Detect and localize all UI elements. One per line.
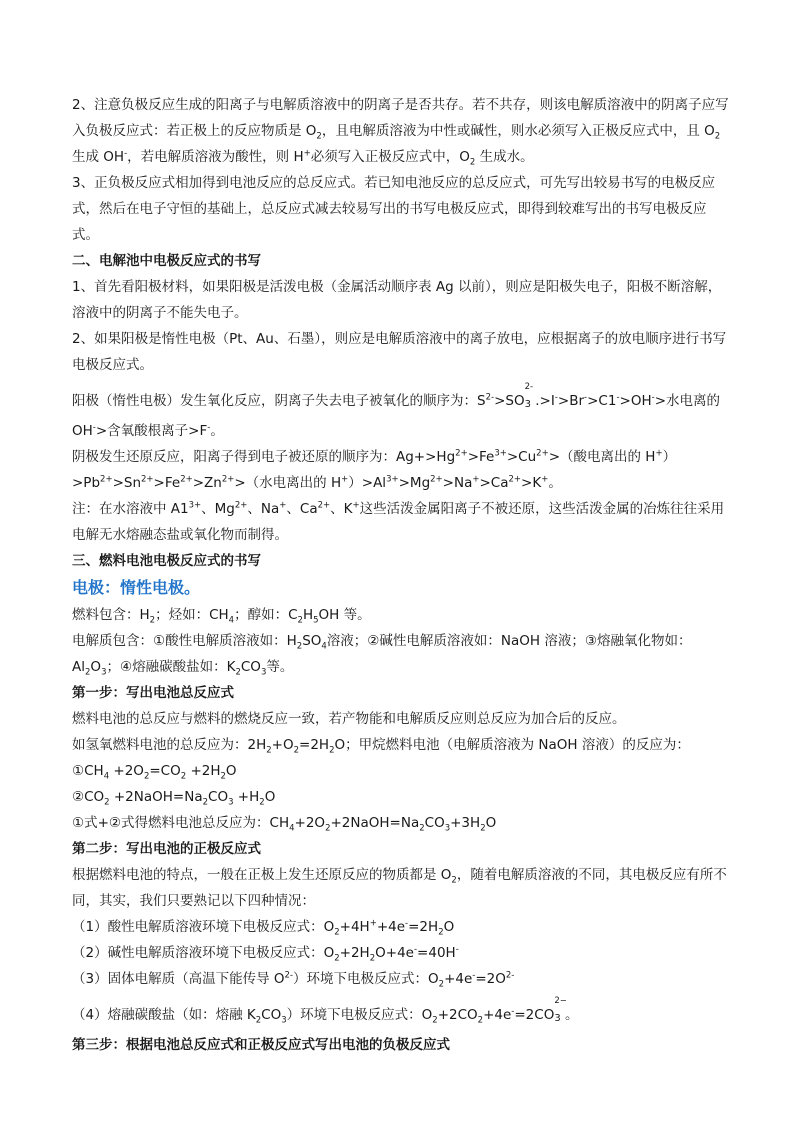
paragraph-cation-order: 阴极发生还原反应，阳离子得到电子被还原的顺序为：$Ag+>Hg^{2+}>Fe^{3+}>Cu^{2+}>$（酸电离出的 $H^+)>Pb^{2+}>Sn^{2+}>Fe^{2+}>Zn^{2+}>$（水电离出的 $H^+)>Al^{3+}>Mg^{2+}>Na^+>Ca^{2+}>K^+$。	[72, 448, 677, 491]
paragraph-active-anode: 1、首先看阳极材料，如果阳极是活泼电极（金属活动顺序表 Ag 以前），则应是阳极失电子，阳极不断溶解，溶液中的阴离子不能失电子。	[72, 279, 722, 321]
paragraph-positive-electrode: 根据燃料电池的特点，一般在正极上发生还原反应的物质都是 $O_2$，随着电解质溶液的不同，其电极反应有所不同，其实，我们只要熟记以下四种情况：	[72, 867, 727, 909]
heading-step-three: 第三步：根据电池总反应式和正极反应式写出电池的负极反应式	[72, 1037, 450, 1053]
paragraph-anion-order: 阳极（惰性电极）发生氧化反应，阴离子失去电子被氧化的顺序为：$S^{2-}>SO$ 2- 3 .>I->Br->C1->OH->水电离的 OH->含氧酸根离子>F-。	[72, 382, 721, 439]
carbonate-ion-fraction: 2− 3	[554, 996, 567, 1024]
paragraph-total-reaction: 燃料电池的总反应与燃料的燃烧反应一致，若产物能和电解质反应则总反应为加合后的反应。	[72, 711, 626, 727]
heading-step-two: 第二步：写出电池的正极反应式	[72, 841, 261, 857]
highlight-electrode: 电极：惰性电极。	[72, 578, 201, 597]
case-acidic: （1）酸性电解质溶液环境下电极反应式：$O_2+4H^++4e^-=2H_2O$	[72, 918, 455, 938]
equation-sum: ①式+②式得燃料电池总反应为：$CH_4+2O_2+2NaOH=Na_2CO_3+3H_2O$	[72, 815, 497, 834]
document-page	[72, 92, 732, 1058]
case-alkaline: （2）碱性电解质溶液环境下电极反应式：$O_2+2H_2O+4e^-=40H^-$	[72, 944, 459, 964]
equation-two: $②CO_2$ $+2NaOH=Na_2CO_3 +H_2O$	[72, 789, 276, 808]
paragraph-sum-reaction: 3、正负极反应式相加得到电池反应的总反应式。若已知电池反应的总反应式，可先写出较易书写的电极反应式，然后在电子守恒的基础上，总反应式减去较易写出的书写电极反应式，即得到较难写出的书写电极反应式。	[72, 175, 716, 243]
paragraph-inert-anode: 2、如果阳极是惰性电极（Pt、Au、石墨），则应是电解质溶液中的离子放电，应根据离子的放电顺序进行书写电极反应式。	[72, 331, 727, 373]
heading-step-one: 第一步：写出电池总反应式	[72, 685, 234, 701]
paragraph-fuels: 燃料包含：$H_2$；烃如：$CH_4$；醇如：$C_2H_5OH$ 等。	[72, 607, 371, 626]
heading-electrolysis: 二、电解池中电极反应式的书写	[72, 253, 261, 269]
paragraph-anion-coexistence: 2、注意负极反应生成的阳离子与电解质溶液中的阴离子是否共存。若不共存，则该电解质溶液中的阴离子应写入负极反应式：若正极上的反应物质是 $O_2$，且电解质溶液为中性或碱性，则水必须写入正极反应式中，且 $O_2$ 生成 OH-，若电解质溶液为酸性，则 H+必须写入正极反应式中，$O_2$ 生成水。	[72, 97, 729, 168]
sulfite-ion-fraction: 2- 3	[524, 382, 534, 410]
case-molten-carbonate: （4）熔融碳酸盐（如：熔融 $K_2CO_3$）环境下电极反应式：$O_2+2CO_2+4e^-=2CO$ 2− 3 。	[72, 1002, 732, 1032]
equation-one: $①CH_4 +2O_2=CO_2 +2H_2O$	[72, 763, 237, 782]
paragraph-hydrogen-methane: 如氢氧燃料电池的总反应为：$2H_2+O_2=2H_2O$；甲烷燃料电池（电解质溶液为 NaOH 溶液）的反应为：	[72, 737, 690, 756]
heading-fuel-cell: 三、燃料电池电极反应式的书写	[72, 553, 261, 569]
paragraph-electrolytes: 电解质包含：①酸性电解质溶液如：$H_2SO_4$溶液；②碱性电解质溶液如：NaOH 溶液；③熔融氧化物如：$Al_2O_3$；④熔融碳酸盐如：$K_2CO_3$等。	[72, 633, 692, 678]
paragraph-note-active-metals: 注：在水溶液中 $A1^{3+}$、$Mg^{2+}$、Na+、$Ca^{2+}$、K+这些活泼金属阳离子不被还原，这些活泼金属的冶炼往往采用电解无水熔融态盐或氧化物而制得。	[72, 500, 725, 543]
case-solid-electrolyte: （3）固体电解质（高温下能传导 $O^{2-}$）环境下电极反应式：$O_2+4e^-=2O^{2-}$	[72, 970, 515, 990]
